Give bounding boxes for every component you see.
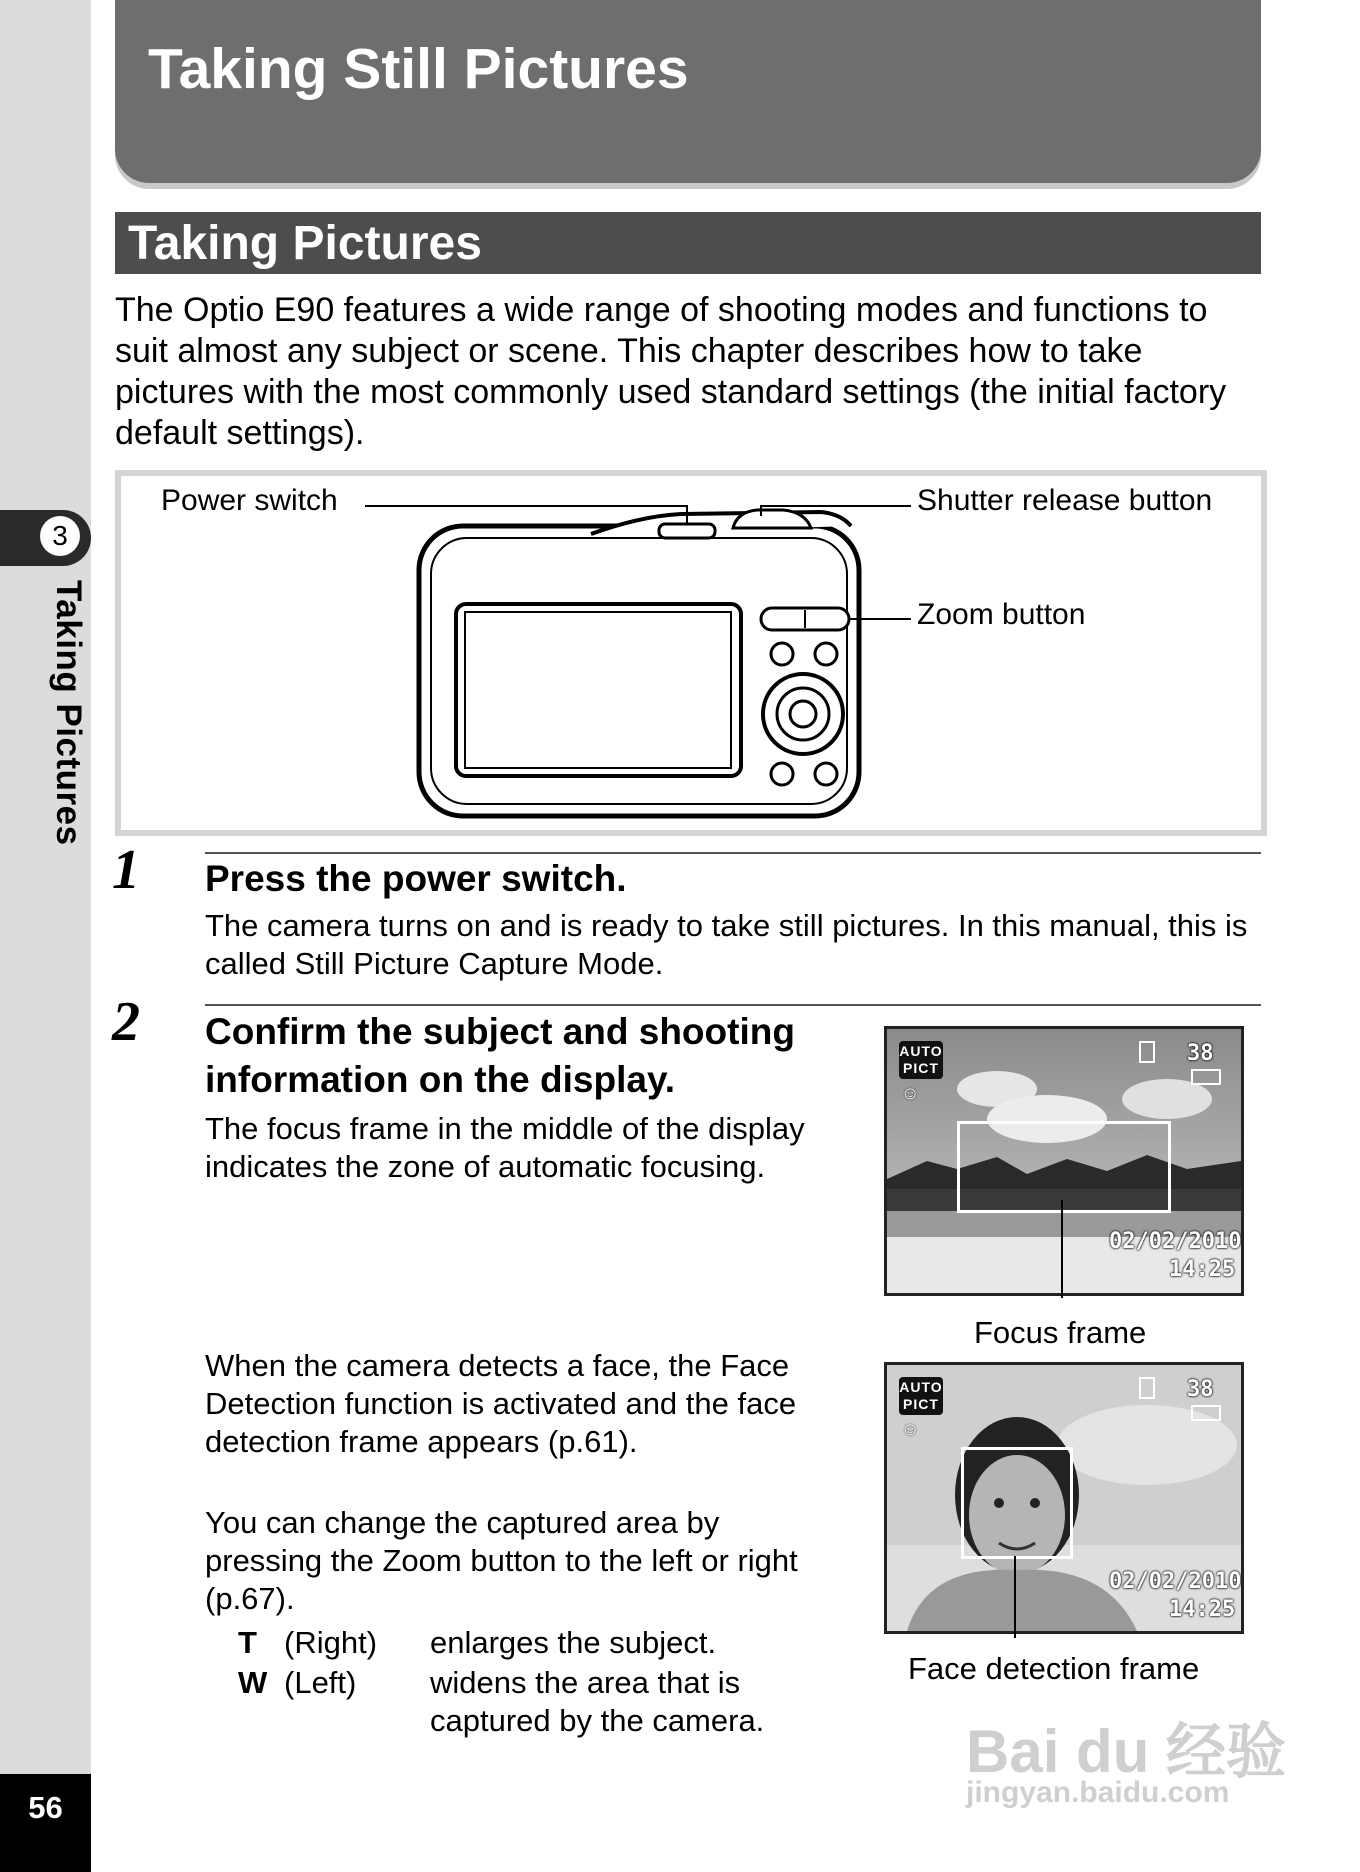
zoom-w-direction: (Left) [284, 1665, 357, 1700]
memory-card-icon [1139, 1041, 1155, 1063]
zoom-w-key: W [238, 1665, 268, 1700]
auto-picture-mode-icon: AUTO PICT [899, 1041, 943, 1079]
step2-body2-line3: detection frame appears (p.61). [205, 1424, 638, 1459]
time-display: 14:25 [1169, 1597, 1236, 1622]
step2-number: 2 [112, 991, 140, 1053]
face-frame-leader [1014, 1556, 1016, 1638]
watermark-logo: Bai du 经验 [966, 1718, 1287, 1785]
face-detect-icon: ☺ [901, 1083, 920, 1103]
zoom-button-label: Zoom button [917, 598, 1086, 631]
intro-paragraph: The Optio E90 features a wide range of shooting modes and functions to suit almost any subject or scene. This chapter describes how to take pictures with the most commonly used standard settings (the initial factory default settings). [115, 291, 1227, 452]
lcd-screen-face [884, 1362, 1244, 1634]
step2-body3-line2: pressing the Zoom button to the left or right [205, 1543, 798, 1578]
step2-rule [205, 1004, 1261, 1006]
watermark-url: jingyan.baidu.com [966, 1776, 1230, 1809]
step1-rule [205, 852, 1261, 854]
shutter-release-label: Shutter release button [917, 484, 1213, 517]
step2-body1-line1: The focus frame in the middle of the display [205, 1111, 805, 1146]
page-number: 56 [28, 1790, 63, 1825]
power-switch-label: Power switch [161, 484, 338, 517]
step1-title: Press the power switch. [205, 858, 627, 899]
battery-icon [1191, 1405, 1221, 1421]
face-detect-icon: ☺ [901, 1419, 920, 1439]
shots-remaining: 38 [1187, 1041, 1214, 1066]
face-detection-frame [961, 1447, 1073, 1559]
camera-back-illustration [121, 476, 1261, 830]
zoom-w-description-line1: widens the area that is [430, 1665, 741, 1700]
time-display: 14:25 [1169, 1257, 1236, 1282]
zoom-t-key: T [238, 1625, 257, 1660]
battery-icon [1191, 1069, 1221, 1085]
zoom-t-direction: (Right) [284, 1625, 378, 1660]
focus-frame [957, 1121, 1171, 1213]
step1-number: 1 [112, 839, 140, 901]
focus-frame-leader [1061, 1200, 1063, 1298]
auto-picture-mode-icon: AUTO PICT [899, 1377, 943, 1415]
lcd-screen-focus [884, 1026, 1244, 1296]
camera-figure [115, 470, 1267, 836]
step2-body3-line3: (p.67). [205, 1581, 295, 1616]
memory-card-icon [1139, 1377, 1155, 1399]
date-display: 02/02/2010 [1109, 1569, 1242, 1594]
chapter-title: Taking Still Pictures [148, 37, 689, 101]
section-title: Taking Pictures [128, 217, 482, 270]
zoom-w-description-line2: captured by the camera. [430, 1703, 765, 1738]
date-display: 02/02/2010 [1109, 1229, 1242, 1254]
step2-body2-line1: When the camera detects a face, the Face [205, 1348, 790, 1383]
step2-body2-line2: Detection function is activated and the face [205, 1386, 797, 1421]
face-frame-caption: Face detection frame [908, 1651, 1200, 1686]
chapter-side-label: Taking Pictures [49, 580, 88, 846]
step2-body1-line2: indicates the zone of automatic focusing. [205, 1149, 766, 1184]
step2-title-line2: information on the display. [205, 1059, 676, 1100]
chapter-number: 3 [40, 516, 80, 556]
zoom-t-description: enlarges the subject. [430, 1625, 717, 1660]
focus-frame-caption: Focus frame [974, 1315, 1147, 1350]
step2-body3-line1: You can change the captured area by [205, 1505, 720, 1540]
step1-body: The camera turns on and is ready to take still pictures. In this manual, this is called Still Picture Capture Mode. [205, 908, 1248, 981]
sidebar [0, 0, 91, 1872]
step2-title-line1: Confirm the subject and shooting [205, 1011, 795, 1052]
shots-remaining: 38 [1187, 1377, 1214, 1402]
